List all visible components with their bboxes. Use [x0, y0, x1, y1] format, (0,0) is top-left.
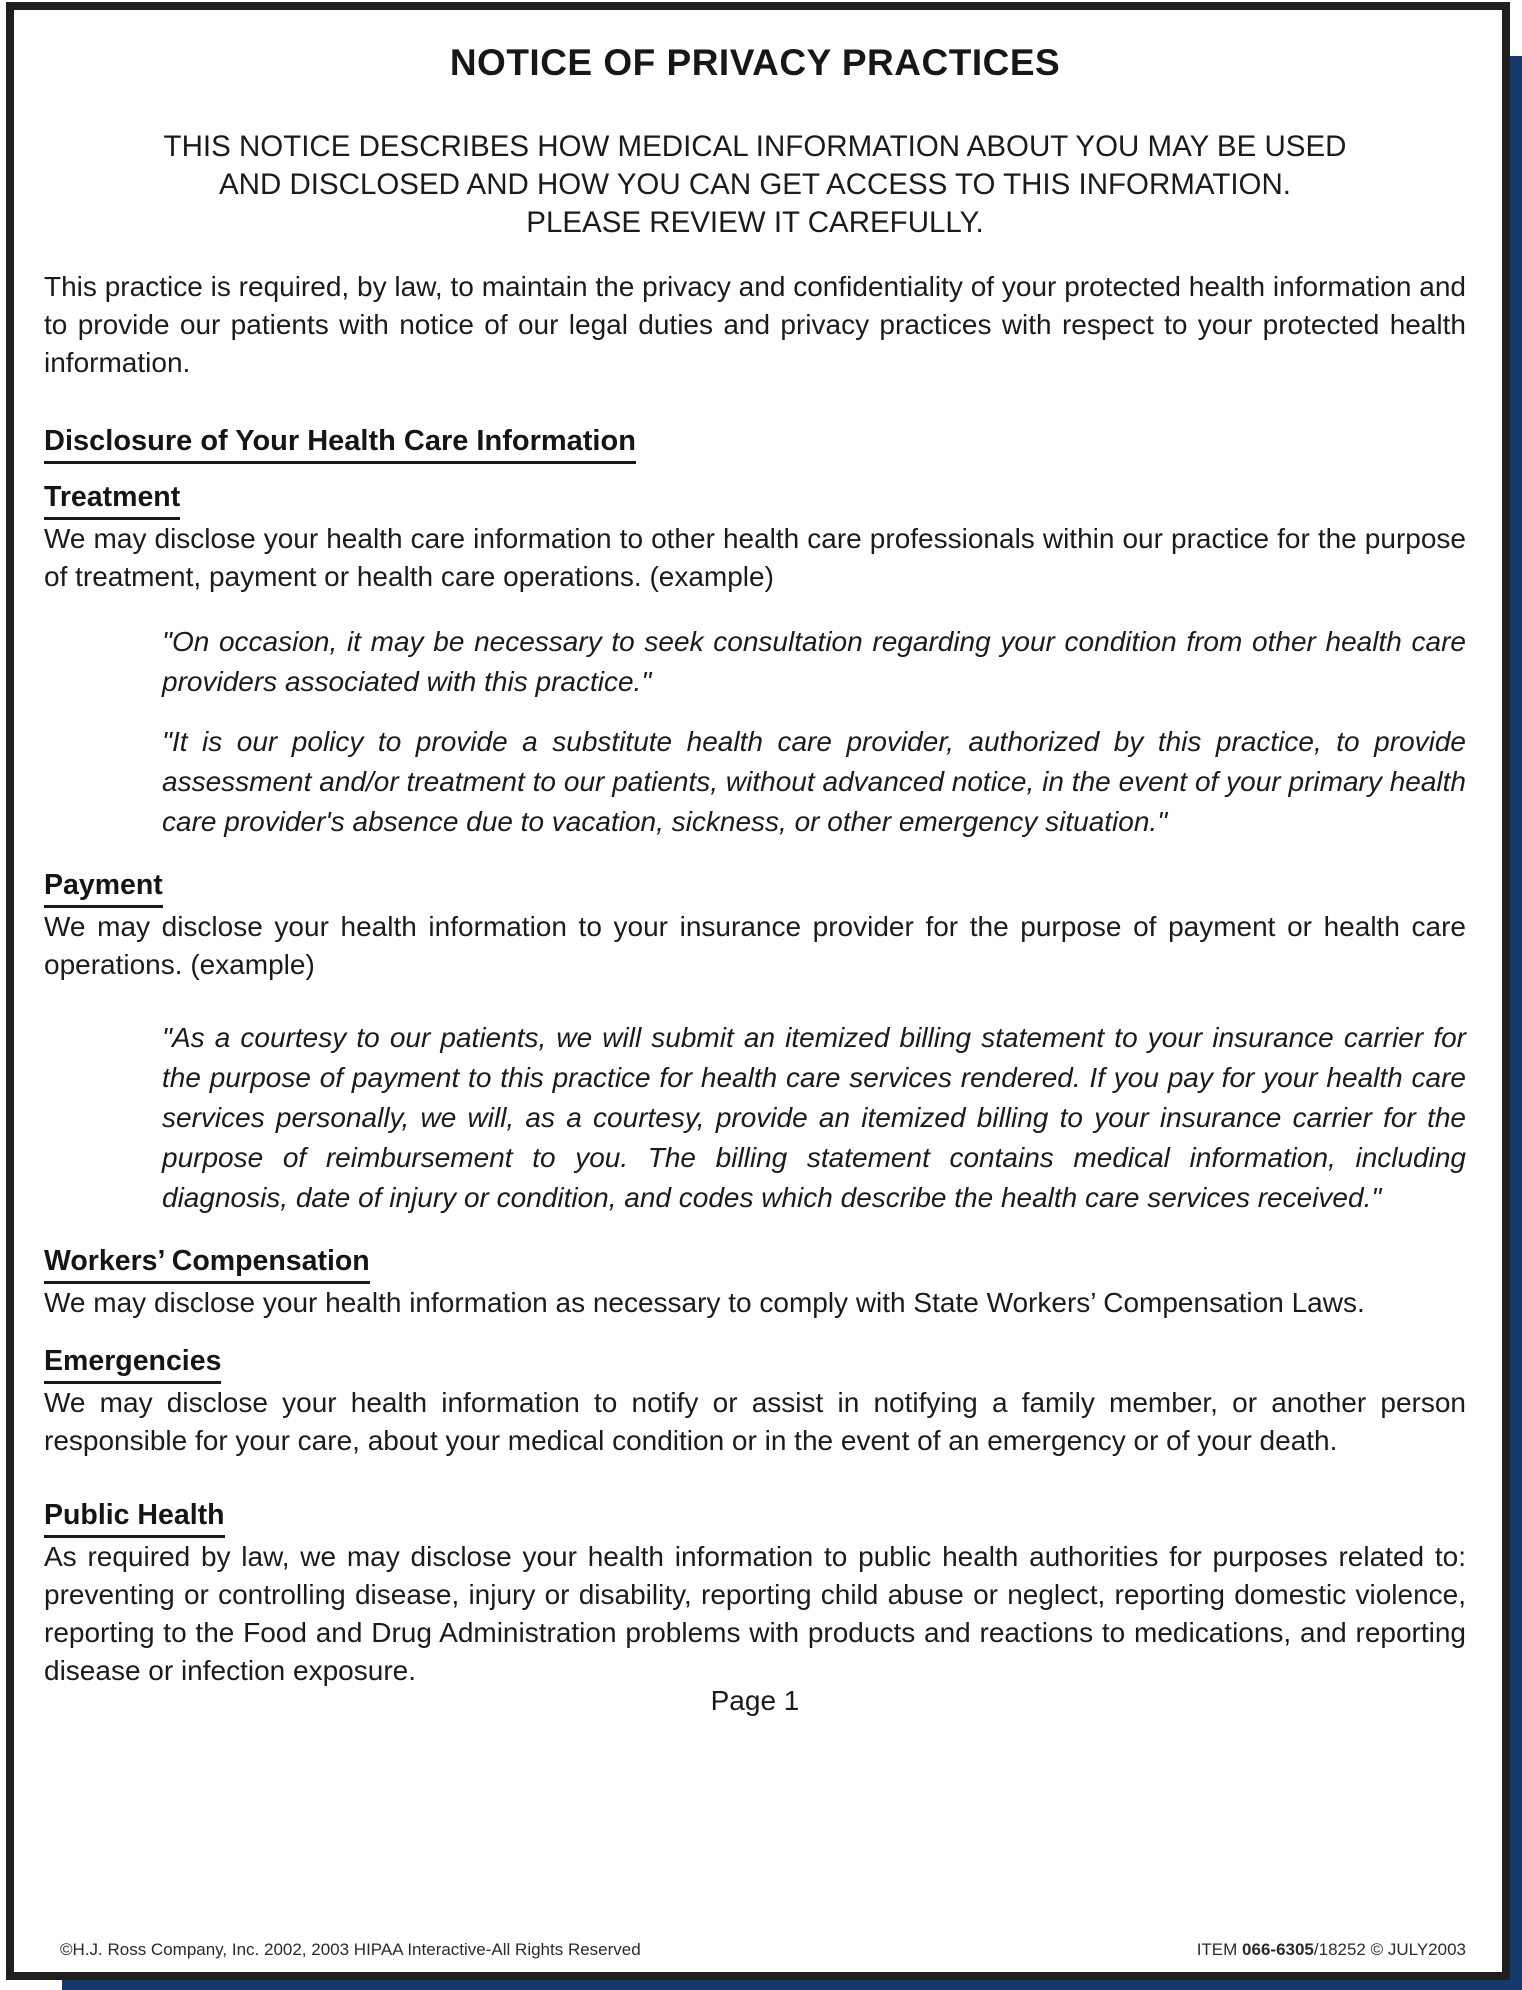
- section-heading-public-health-text: Public Health: [44, 1496, 225, 1538]
- footer-item-number: 066-6305: [1242, 1940, 1314, 1959]
- section-body-emergencies: We may disclose your health information to notify or assist in notifying a family member, or another person responsible for your care, about your medical condition or in the event of an emergency or of your death.: [44, 1387, 1466, 1456]
- treatment-quote-consultation: "On occasion, it may be necessary to seek consultation regarding your condition from other health care providers associated with this practice.": [162, 626, 1466, 697]
- section-body-payment: We may disclose your health information to your insurance provider for the purpose of payment or health care operations. (example): [44, 911, 1466, 980]
- document-page: [6, 2, 1510, 1980]
- disclosure-heading: [44, 422, 1466, 464]
- footer-item-code: [1197, 1940, 1466, 1960]
- section-heading-payment-text: Payment: [44, 866, 163, 908]
- section-heading-treatment-text: Treatment: [44, 478, 180, 520]
- disclosure-heading-text: Disclosure of Your Health Care Information: [44, 422, 636, 464]
- page-number: Page 1: [710, 1685, 800, 1716]
- section-heading-emergencies-text: Emergencies: [44, 1342, 221, 1384]
- section-heading-public-health: [44, 1496, 1466, 1538]
- treatment-quote-substitute-provider: "It is our policy to provide a substitute health care provider, authorized by this practice, to provide assessment and/or treatment to our patients, without advanced notice, in the event of your primary health care provider's absence due to vacation, sickness, or other emergency situation.": [162, 726, 1466, 837]
- payment-quote-billing: "As a courtesy to our patients, we will submit an itemized billing statement to your insurance carrier for the purpose of payment to this practice for health care services rendered. If you pay for your health care services personally, we will, as a courtesy, provide an itemized billing to your insurance carrier for the purpose of reimbursement to you. The billing statement contains medical information, including diagnosis, date of injury or condition, and codes which describe the health care services received.": [162, 1022, 1466, 1213]
- section-heading-payment: [44, 866, 1466, 908]
- section-heading-workers-compensation: [44, 1242, 1466, 1284]
- notice-statement: [44, 128, 1466, 242]
- section-heading-workers-compensation-text: Workers’ Compensation: [44, 1242, 370, 1284]
- section-heading-emergencies: [44, 1342, 1466, 1384]
- section-body-public-health: As required by law, we may disclose your health information to public health authorities for purposes related to: preventing or controlling disease, injury or disability, reporting child abuse or neglect, reporting domestic violence, reporting to the Food and Drug Administration problems with products and reactions to medications, and reporting disease or infection exposure.: [44, 1541, 1466, 1686]
- footer-item-prefix: ITEM: [1196, 1940, 1243, 1959]
- notice-statement-line: AND DISCLOSED AND HOW YOU CAN GET ACCESS TO THIS INFORMATION.: [218, 168, 1291, 201]
- page-footer: [44, 1940, 1466, 1960]
- section-heading-treatment: [44, 478, 1466, 520]
- notice-statement-line: PLEASE REVIEW IT CAREFULLY.: [526, 206, 984, 239]
- section-body-workers-compensation: We may disclose your health information as necessary to comply with State Workers’ Compensation Laws.: [44, 1287, 1365, 1318]
- footer-copyright: ©H.J. Ross Company, Inc. 2002, 2003 HIPAA Interactive-All Rights Reserved: [60, 1940, 641, 1959]
- footer-item-suffix: /18252 © JULY2003: [1313, 1940, 1466, 1959]
- intro-paragraph: This practice is required, by law, to maintain the privacy and confidentiality of your protected health information and to provide our patients with notice of our legal duties and privacy practices with respect to your protected health information.: [44, 271, 1466, 378]
- page-title: NOTICE OF PRIVACY PRACTICES: [449, 42, 1061, 83]
- section-body-treatment: We may disclose your health care information to other health care professionals within our practice for the purpose of treatment, payment or health care operations. (example): [44, 523, 1466, 592]
- notice-statement-line: THIS NOTICE DESCRIBES HOW MEDICAL INFORMATION ABOUT YOU MAY BE USED: [163, 130, 1347, 163]
